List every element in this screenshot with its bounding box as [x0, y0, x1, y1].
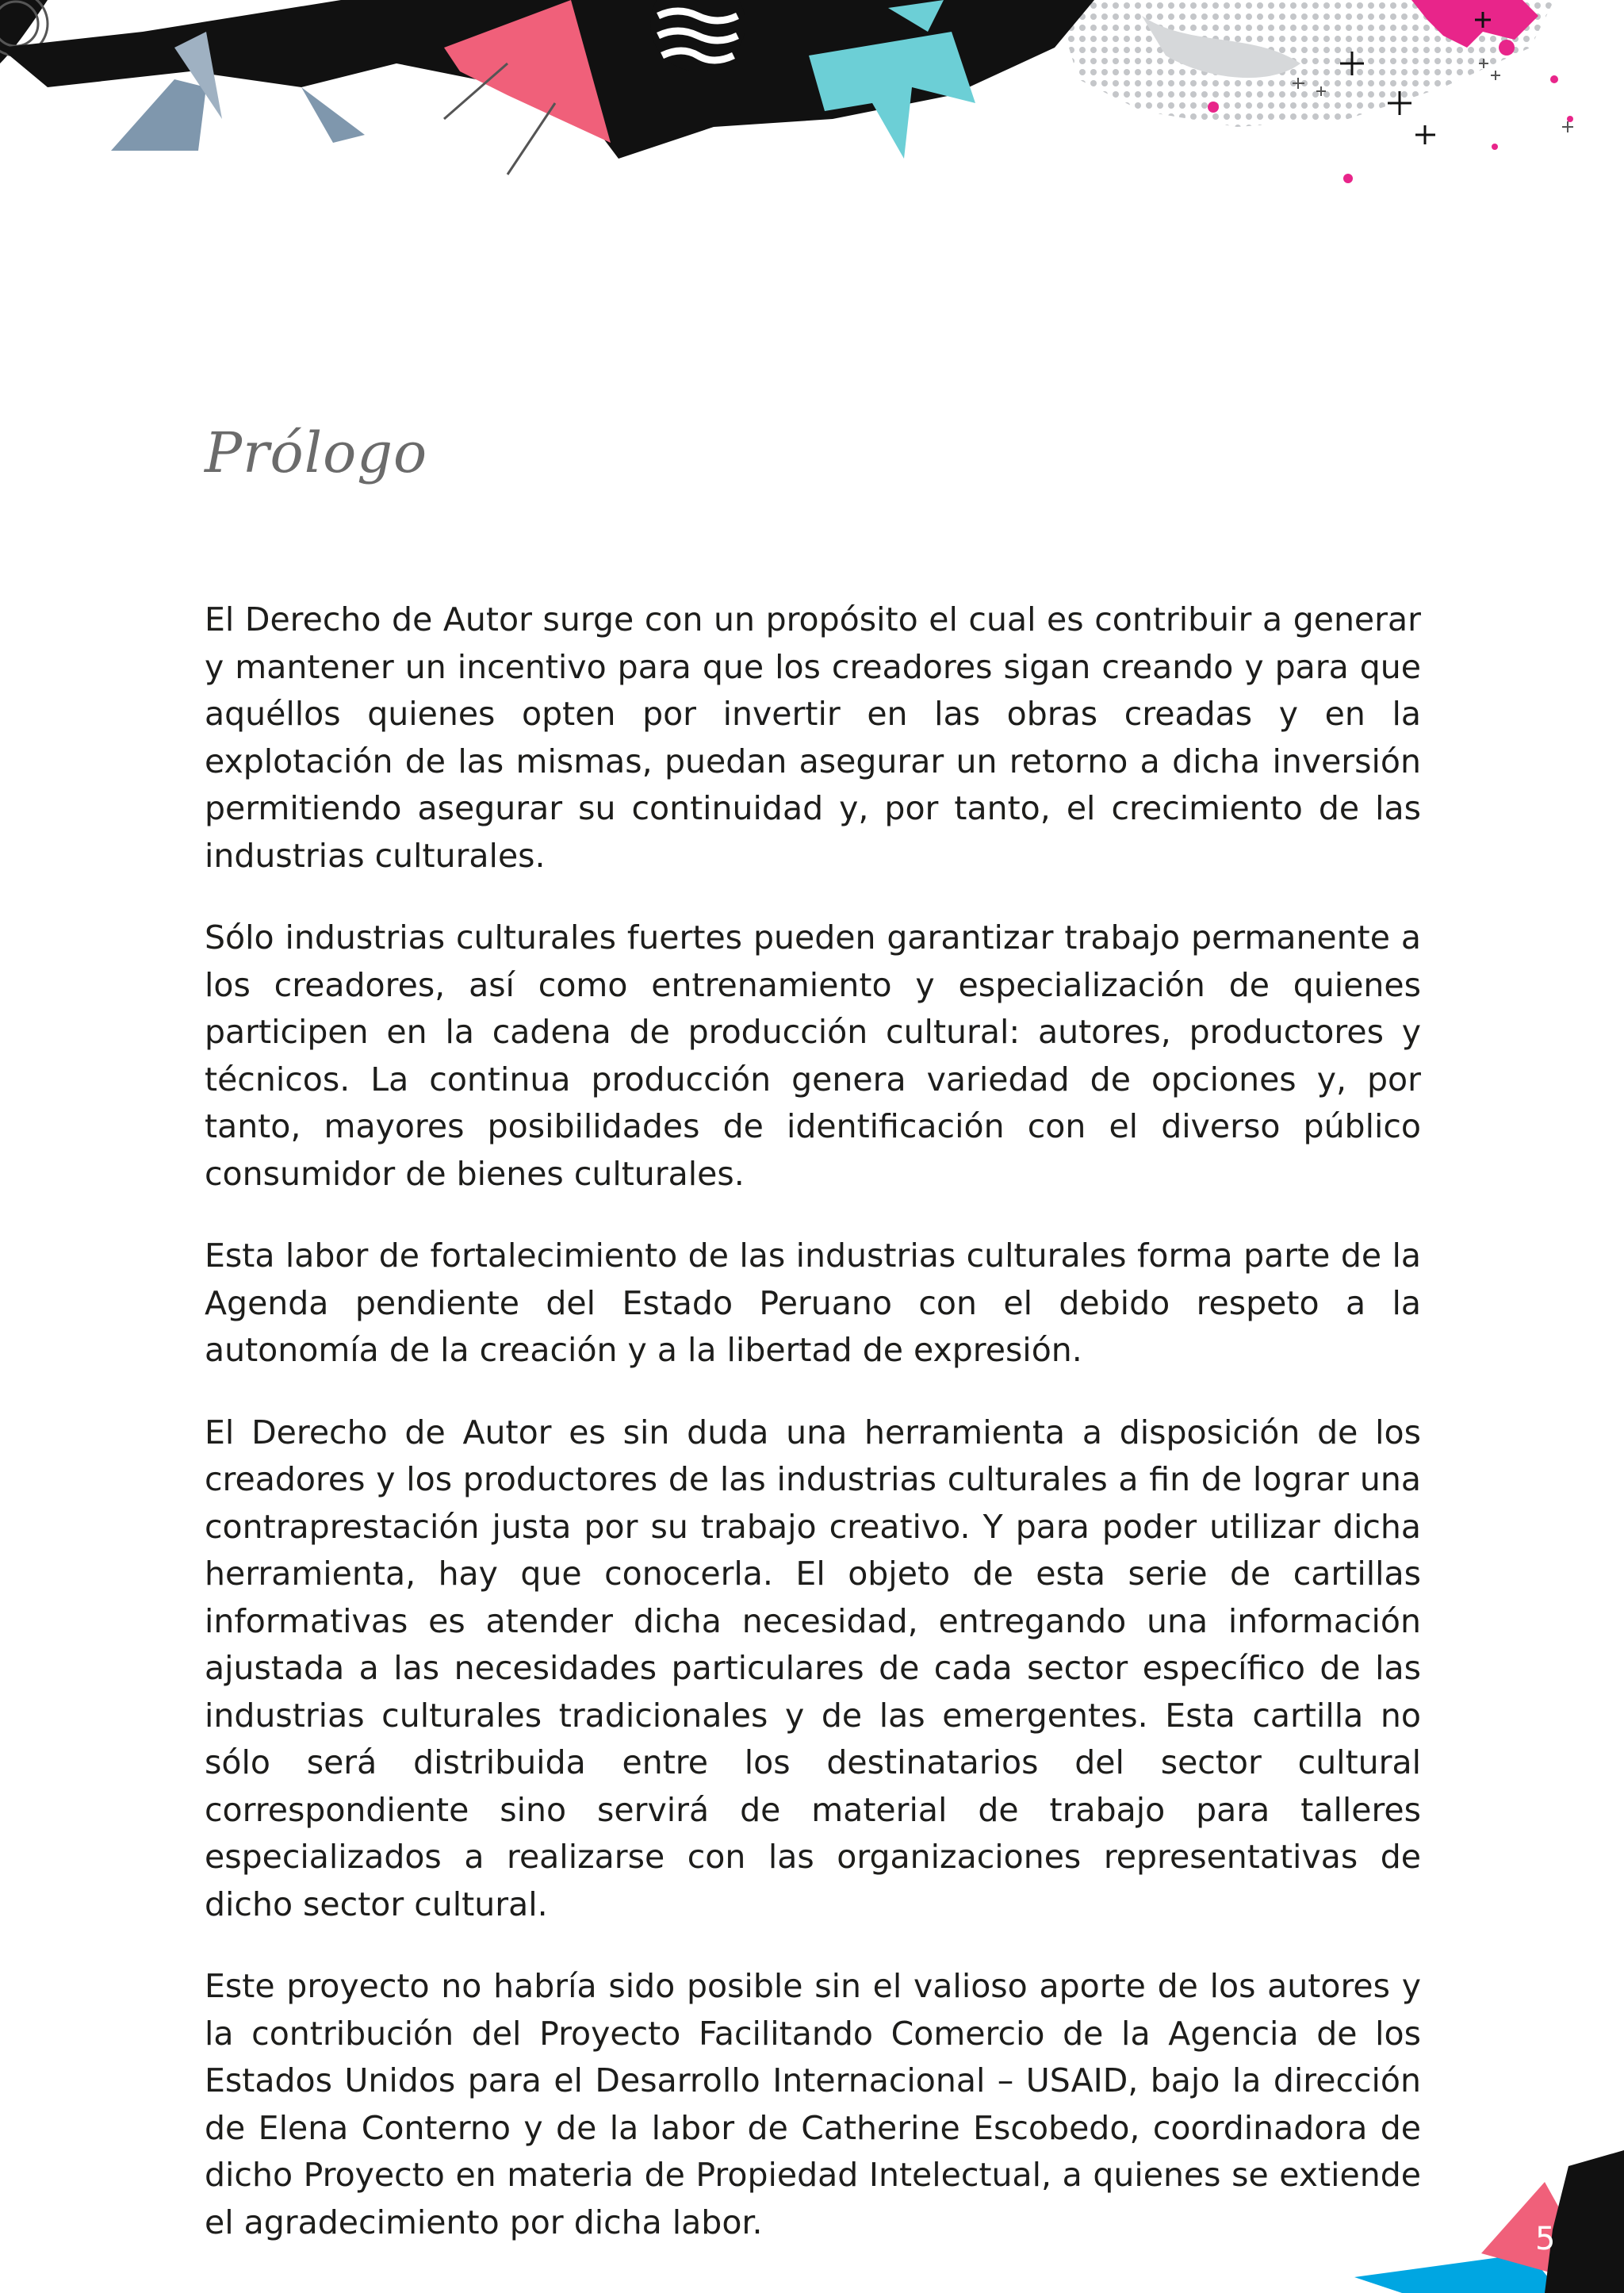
- footer-decoration: [1354, 2134, 1624, 2293]
- page-number: 5: [1535, 2221, 1556, 2257]
- paragraph: El Derecho de Autor es sin duda una herramienta a disposición de los creadores y los productores de las industrias culturales a fin de lograr una contraprestación justa por su trabajo creativo. Y para poder utilizar dicha herramienta, hay que conocerla. El objeto de esta serie de cartillas informativas es atender dicha necesidad, entregando una información ajustada a las necesidades particulares de cada sector específico de las industrias culturales tradicionales y de las emergentes. Esta cartilla no sólo será distribuida entre los destinatarios del sector cultural correspondiente sino servirá de material de trabajo para talleres especializados a realizarse con las organizaciones representativas de dicho sector cultural.: [205, 1413, 1421, 1923]
- paragraph: Sólo industrias culturales fuertes pueden garantizar trabajo permanente a los creadores, así como entrenamiento y especialización de quienes participen en la cadena de producción cultural: autores, productores y técnicos. La continua producción genera variedad de opciones y, por tanto, mayores posibilidades de identificación con el diverso público consumidor de bienes culturales.: [205, 918, 1421, 1193]
- page-title: Prólogo: [205, 420, 428, 485]
- slate-shard: [111, 79, 206, 151]
- black-shard: [1545, 2150, 1624, 2293]
- paragraph: El Derecho de Autor surge con un propósito el cual es contribuir a generar y mantener un incentivo para que los creadores sigan creando y para que aquéllos quienes opten por invertir en las obras creadas y en la explotación de las mismas, puedan asegurar un retorno a dicha inversión permitiendo asegurar su continuidad y, por tanto, el crecimiento de las industrias culturales.: [205, 600, 1421, 875]
- paragraph: Este proyecto no habría sido posible sin el valioso aporte de los autores y la contribución del Proyecto Facilitando Comercio de la Agencia de los Estados Unidos para el Desarrollo Internacional – USAID, bajo la dirección de Elena Conterno y de la labor de Catherine Escobedo, coordinadora de dicho Proyecto en materia de Propiedad Intelectual, a quienes se extiende el agradecimiento por dicha labor.: [205, 1967, 1421, 2241]
- header-decoration: [0, 0, 1624, 206]
- body-text: [205, 596, 1421, 2281]
- paragraph: Esta labor de fortalecimiento de las industrias culturales forma parte de la Agenda pendiente del Estado Peruano con el debido respeto a la autonomía de la creación y a la libertad de expresión.: [205, 1237, 1421, 1369]
